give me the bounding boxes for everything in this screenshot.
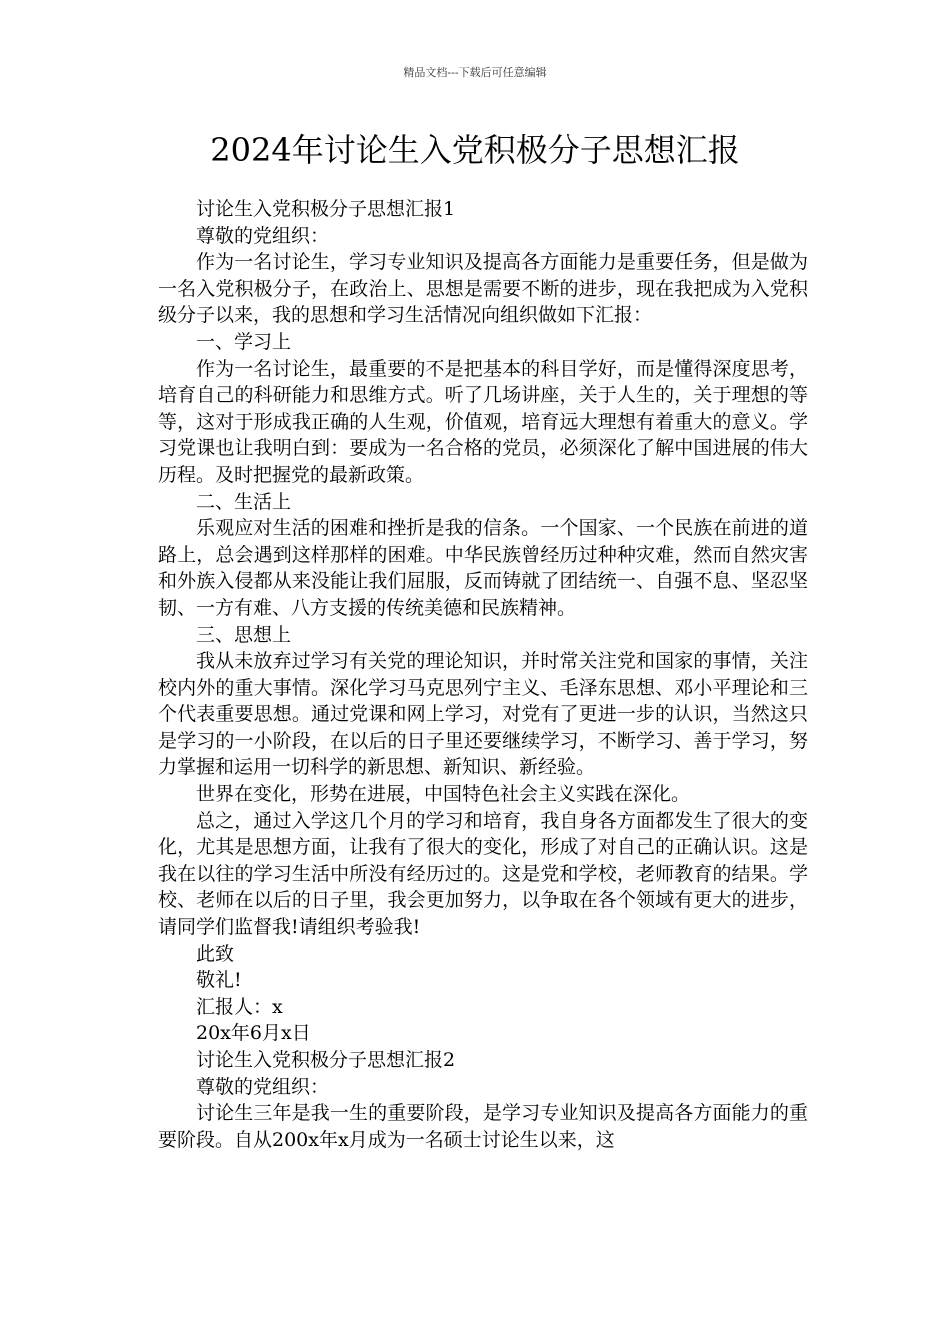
document-body (158, 196, 808, 1153)
paragraph-intro: 作为一名讨论生，学习专业知识及提高各方面能力是重要任务，但是做为一名入党积极分子，在政治上、思想是需要不断的进步，现在我把成为入党积级分子以来，我的思想和学习生活情况向组织做如下汇报： (158, 251, 808, 327)
section-heading-report-2: 讨论生入党积极分子思想汇报2 (196, 1049, 456, 1071)
salutation-2: 尊敬的党组织： (196, 1075, 330, 1098)
paragraph-report-2-intro: 讨论生三年是我一生的重要阶段，是学习专业知识及提高各方面能力的重要阶段。自从200x年x月成为一名硕士讨论生以来，这 (158, 1102, 808, 1151)
section-heading-report-1: 讨论生入党积极分子思想汇报1 (196, 198, 456, 220)
paragraph-thought: 我从未放弃过学习有关党的理论知识，并时常关注党和国家的事情，关注校内外的重大事情。深化学习马克思列宁主义、毛泽东思想、邓小平理论和三个代表重要思想。通过党课和网上学习，对党有了更进一步的认识，当然这只是学习的一小阶段，在以后的日子里还要继续学习，不断学习、善于学习，努力掌握和运用一切科学的新思想、新知识、新经验。 (158, 650, 808, 779)
closing-jingli: 敬礼! (196, 969, 242, 992)
paragraph-summary: 总之，通过入学这几个月的学习和培育，我自身各方面都发生了很大的变化，尤其是思想方面，让我有了很大的变化，形成了对自己的正确认识。这是我在以往的学习生活中所没有经历过的。这是党和学校，老师教育的结果。学校、老师在以后的日子里，我会更加努力，以争取在各个领域有更大的进步，请同学们监督我!请组织考验我! (158, 809, 808, 939)
paragraph-world: 世界在变化，形势在进展，中国特色社会主义实践在深化。 (196, 783, 691, 806)
section-heading-thought: 三、思想上 (196, 623, 292, 646)
paragraph-life: 乐观应对生活的困难和挫折是我的信条。一个国家、一个民族在前进的道路上，总会遇到这样那样的困难。中华民族曾经历过种种灾难，然而自然灾害和外族入侵都从来没能让我们屈服，反而铸就了团结统一、自强不息、坚忍坚韧、一方有难、八方支援的传统美德和民族精神。 (158, 517, 808, 619)
paragraph-study: 作为一名讨论生，最重要的不是把基本的科目学好，而是懂得深度思考，培育自己的科研能力和思维方式。听了几场讲座，关于人生的，关于理想的等等，这对于形成我正确的人生观，价值观，培育远大理想有着重大的意义。学习党课也让我明白到：要成为一名合格的党员，必须深化了解中国进展的伟大历程。及时把握党的最新政策。 (158, 357, 808, 486)
report-date: 20x年6月x日 (196, 1022, 311, 1045)
reporter-name: 汇报人：x (196, 995, 283, 1018)
header-note: 精品文档---下载后可任意编辑 (403, 66, 547, 79)
document-title: 2024年讨论生入党积极分子思想汇报 (210, 131, 740, 169)
salutation: 尊敬的党组织： (196, 224, 330, 247)
section-heading-life: 二、生活上 (196, 490, 292, 513)
section-heading-study: 一、学习上 (196, 330, 292, 353)
closing-cizhi: 此致 (196, 942, 235, 965)
